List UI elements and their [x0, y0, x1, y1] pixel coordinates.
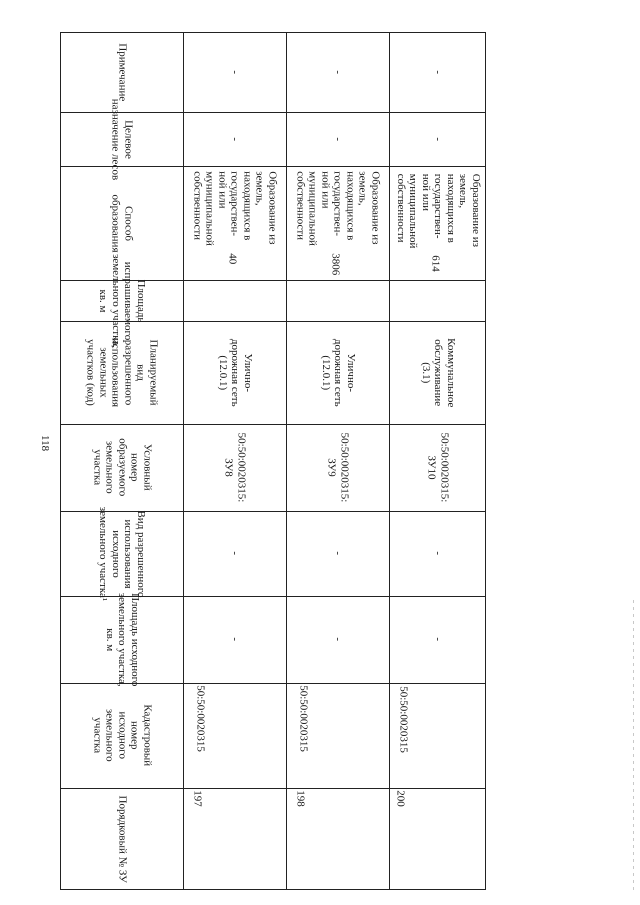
- row-198-method: Образование из земель, находящихся в государствен- ной или муниципальной собственности: [294, 171, 382, 247]
- row-198-sequence-number: 198: [293, 790, 306, 807]
- row-197-conditional-number: 50:50:0020315: ЗУ8: [222, 432, 247, 503]
- row-197-source-use: -: [228, 551, 241, 556]
- header-conditional-number: Условный номер образуемого земельного участка: [91, 438, 154, 497]
- scan-edge-artifact: [633, 600, 634, 890]
- header-cadastral-number: Кадастровый номер исходного земельного участка: [91, 704, 154, 767]
- row-200-source-area: -: [432, 637, 445, 642]
- row-198-source-use: -: [331, 551, 344, 556]
- cadastral-table: [60, 32, 486, 890]
- row-198-note: -: [331, 70, 344, 75]
- row-198-area-new: 3806: [328, 253, 341, 276]
- header-source-area: Площадь исходного земельного участка, кв. м: [103, 592, 141, 687]
- header-method: Способ образования: [110, 193, 135, 253]
- row-200-planned-use: Коммунальное обслуживание (3.1): [419, 337, 457, 408]
- row-200-area-new: 614: [429, 255, 442, 272]
- row-197-sequence-number: 197: [190, 790, 203, 807]
- row-197-method: Образование из земель, находящихся в государствен- ной или муниципальной собственности: [191, 171, 279, 247]
- header-purpose: Целевое назначение лесов: [110, 98, 135, 180]
- row-200-note: -: [432, 70, 445, 75]
- row-197-planned-use: Улично- дорожная сеть (12.0.1): [216, 338, 254, 407]
- row-198-conditional-number: 50:50:0020315: ЗУ9: [325, 432, 350, 503]
- row-200-sequence-number: 200: [394, 790, 407, 807]
- row-200-method: Образование из земель, находящихся в государствен- ной или муниципальной собственности: [394, 174, 482, 249]
- row-198-cadastral-number: 50:50:0020315: [296, 685, 309, 753]
- row-200-cadastral-number: 50:50:0020315: [397, 686, 410, 754]
- row-197-cadastral-number: 50:50:0020315: [193, 685, 206, 753]
- header-note: Примечание: [116, 43, 129, 102]
- page-number: 118: [39, 435, 51, 452]
- row-200-purpose: -: [432, 137, 445, 141]
- row-197-purpose: -: [228, 137, 241, 141]
- row-200-conditional-number: 50:50:0020315: ЗУ10: [426, 432, 451, 503]
- row-198-source-area: -: [331, 637, 344, 642]
- row-197-note: -: [228, 70, 241, 75]
- header-sequence-number: Порядковый № ЗУ: [116, 795, 129, 884]
- row-200-source-use: -: [432, 551, 445, 556]
- row-197-source-area: -: [228, 637, 241, 642]
- row-198-purpose: -: [331, 137, 344, 141]
- header-source-use: Вид разрешенного использования исходного земельного участка¹: [97, 506, 147, 601]
- header-planned-use: Планируемый вид разрешенного использования земельных участков (код): [85, 337, 160, 408]
- header-area-new: Площадь испрашиваемого земельного участка, кв. м: [97, 253, 147, 348]
- row-198-planned-use: Улично- дорожная сеть (12.0.1): [319, 338, 357, 407]
- row-197-area-new: 40: [225, 253, 238, 265]
